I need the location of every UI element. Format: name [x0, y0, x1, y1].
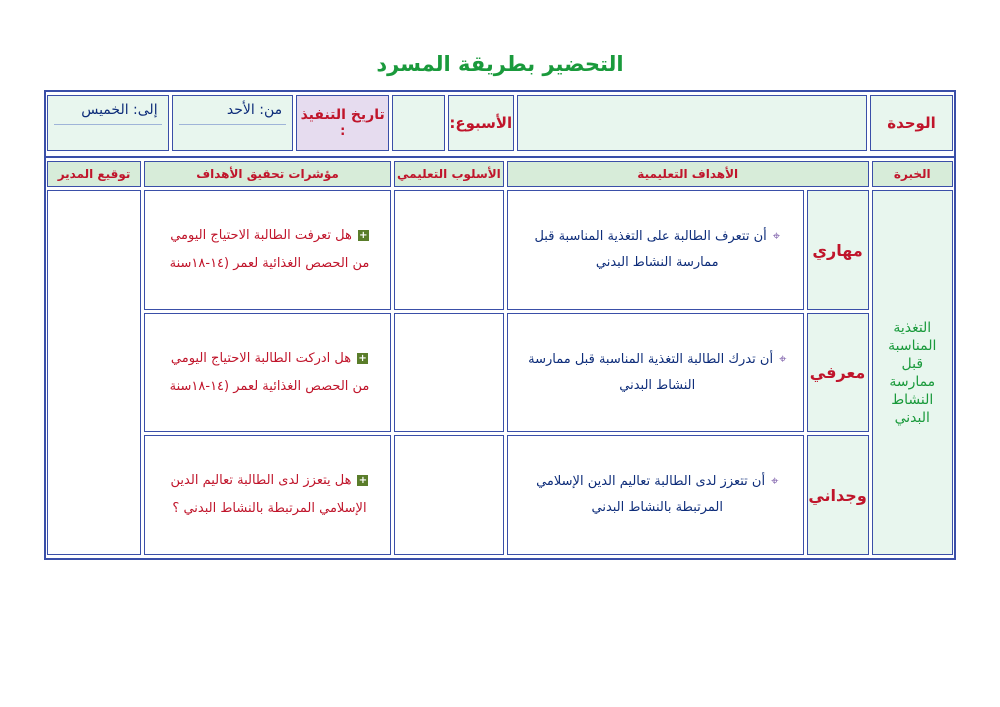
method-cell[interactable] [394, 435, 504, 555]
from-underline [179, 124, 287, 125]
indicator-cell [144, 190, 391, 310]
plus-icon: + [359, 230, 368, 242]
method-cell[interactable] [394, 313, 504, 433]
objective-text: أن تدرك الطالبة التغذية المناسبة قبل ممارسة النشاط البدني [528, 351, 774, 393]
unit-field[interactable] [517, 95, 867, 151]
lesson-plan-table [44, 158, 956, 558]
objective-cell [507, 435, 804, 555]
domain-skill: مهاري [807, 190, 869, 310]
exec-date-colon: : [340, 124, 346, 139]
objective-text: أن تتعزز لدى الطالبة تعاليم الدين الإسلامي المرتبطة بالنشاط البدني [536, 474, 766, 516]
exec-date-text: تاريخ التنفيذ [300, 107, 385, 123]
domain-affective: وجداني [807, 435, 869, 555]
week-label: الأسبوع: [448, 95, 514, 151]
indicator-cell [144, 313, 391, 433]
plus-icon: + [358, 475, 368, 487]
objective-text: أن تتعرف الطالبة على التغذية المناسبة قبل ممارسة النشاط البدني [534, 229, 767, 271]
to-label: إلى: الخميس [81, 102, 158, 118]
plus-icon: + [358, 352, 367, 364]
indicator-text: هل ادركت الطالبة الاحتياج اليومي من الحصص الغذائية لعمر (١٤-١٨سنة [169, 350, 370, 394]
objective-cell [507, 313, 804, 433]
to-field[interactable] [47, 95, 169, 151]
crosshair-icon: ⌖ [772, 229, 781, 245]
from-field[interactable] [172, 95, 294, 151]
week-field[interactable] [392, 95, 445, 151]
experience-cell [872, 190, 953, 555]
crosshair-icon: ⌖ [771, 474, 779, 490]
indicator-text: هل يتعزز لدى الطالبة تعاليم الدين الإسلامي المرتبطة بالنشاط البدني ؟ [170, 473, 367, 517]
objective-cell [507, 190, 804, 310]
crosshair-icon: ⌖ [779, 351, 787, 367]
col-method: الأسلوب التعليمي [394, 161, 504, 187]
unit-label: الوحدة [870, 95, 953, 151]
indicator-cell [144, 435, 391, 555]
page-title: التحضير بطريقة المسرد [376, 52, 624, 76]
header-table [44, 92, 956, 154]
indicator-text: هل تعرفت الطالبة الاحتياج اليومي من الحصص الغذائية لعمر (١٤-١٨سنة [169, 228, 370, 272]
method-cell[interactable] [394, 190, 504, 310]
to-underline [54, 124, 162, 125]
domain-knowledge: معرفي [807, 313, 869, 433]
col-indicators: مؤشرات تحقيق الأهداف [144, 161, 391, 187]
col-experience: الخبرة [872, 161, 953, 187]
principal-signature-cell[interactable] [47, 190, 141, 555]
col-principal-signature: توقيع المدير [47, 161, 141, 187]
exec-date-label [296, 95, 389, 151]
col-objectives: الأهداف التعليمية [507, 161, 869, 187]
experience-text: التغذية المناسبة قبل ممارسة النشاط البدني [888, 319, 937, 426]
from-label: من: الأحد [226, 102, 283, 118]
